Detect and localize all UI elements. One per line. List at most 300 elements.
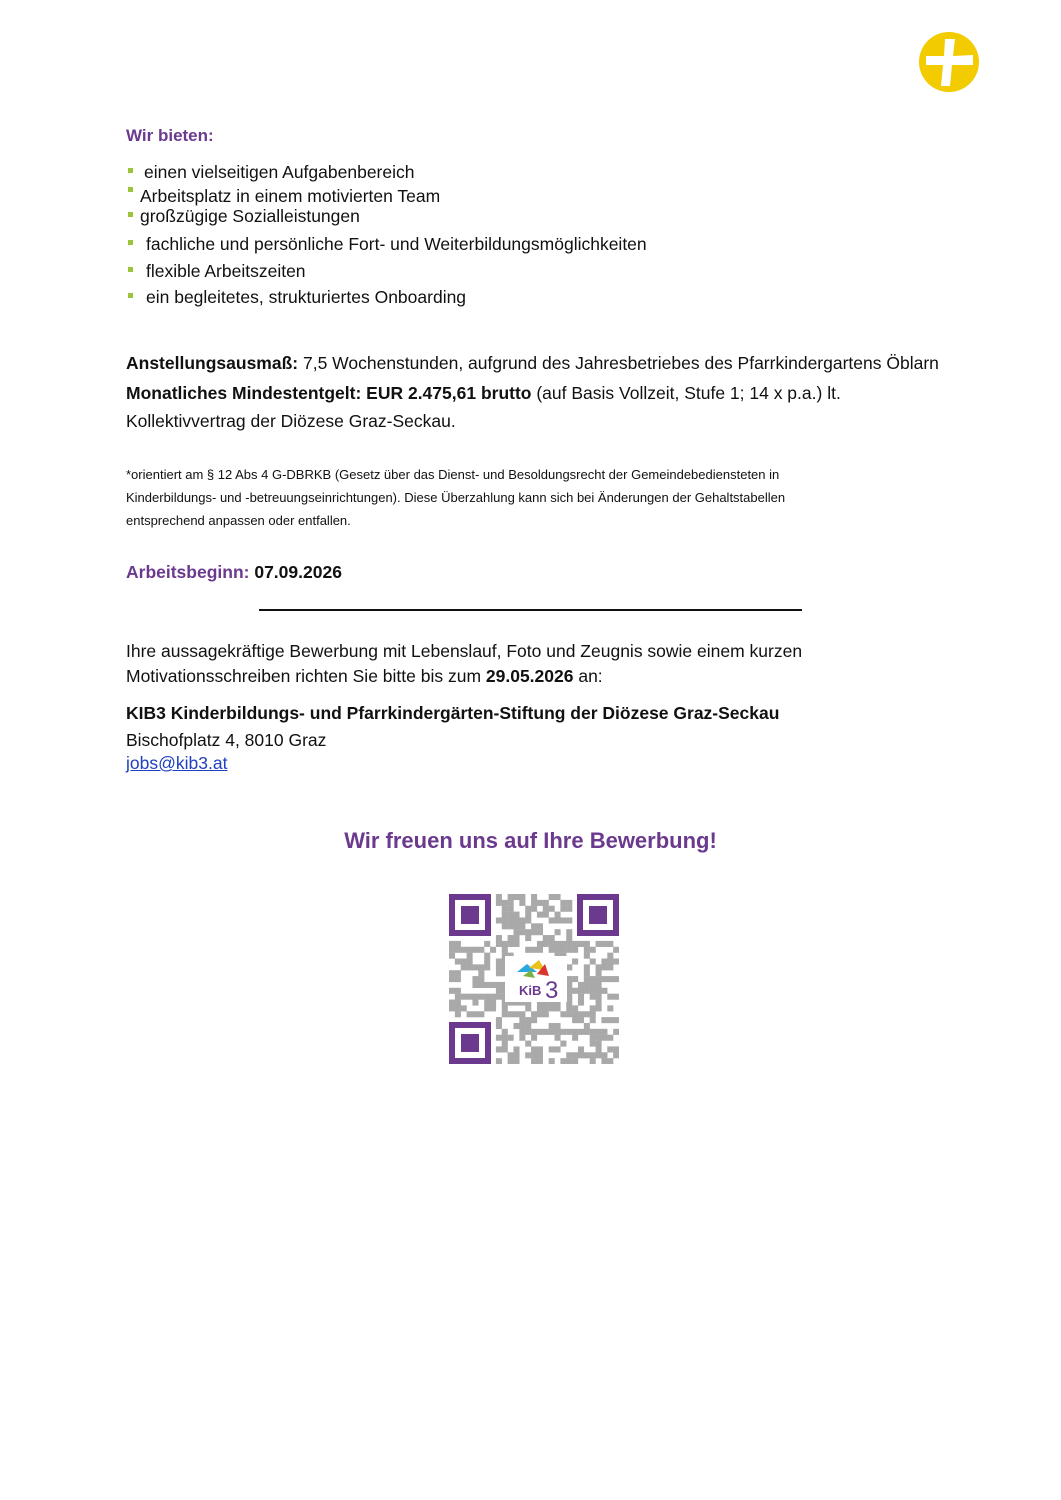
qr-module (596, 1046, 602, 1052)
qr-module (590, 1058, 596, 1064)
qr-module (572, 1005, 578, 1011)
qr-module (607, 1035, 613, 1041)
qr-module (484, 953, 490, 959)
start-date: Arbeitsbeginn: 07.09.2026 (126, 562, 342, 582)
qr-module (572, 958, 578, 964)
qr-module (484, 1005, 490, 1011)
qr-module (455, 958, 461, 964)
qr-module (484, 958, 490, 964)
qr-module (490, 994, 496, 1000)
qr-module (537, 929, 543, 935)
qr-module (584, 1023, 590, 1029)
qr-module (572, 1017, 578, 1023)
qr-module (560, 1041, 566, 1047)
qr-module (543, 912, 549, 918)
closing-line: Wir freuen uns auf Ihre Bewerbung! (344, 828, 717, 853)
qr-module (566, 917, 572, 923)
qr-module (496, 1023, 502, 1029)
qr-module (578, 941, 584, 947)
qr-module (543, 1005, 549, 1011)
bullet-square-icon (128, 240, 133, 245)
org-address: Bischofplatz 4, 8010 Graz (126, 730, 327, 750)
qr-module (502, 941, 508, 947)
qr-module (566, 1029, 572, 1035)
qr-module (472, 964, 478, 970)
qr-module (449, 941, 455, 947)
qr-module (525, 947, 531, 953)
qr-module (496, 982, 502, 988)
qr-module (543, 935, 549, 941)
qr-module (513, 1011, 519, 1017)
qr-module (472, 982, 478, 988)
qr-module (531, 947, 537, 953)
qr-module (502, 1011, 508, 1017)
qr-module (584, 1011, 590, 1017)
qr-module (596, 988, 602, 994)
offer-heading: Wir bieten: (126, 126, 214, 145)
qr-module (572, 1029, 578, 1035)
qr-module (525, 1023, 531, 1029)
qr-module (566, 941, 572, 947)
qr-module (566, 906, 572, 912)
qr-module (566, 982, 572, 988)
qr-module (607, 1005, 613, 1011)
qr-module (472, 994, 478, 1000)
qr-module (531, 1011, 537, 1017)
qr-module (531, 1046, 537, 1052)
qr-module (555, 894, 561, 900)
qr-module (496, 994, 502, 1000)
qr-module (513, 917, 519, 923)
qr-module (549, 917, 555, 923)
qr-module (525, 1052, 531, 1058)
footnote-line: *orientiert am § 12 Abs 4 G-DBRKB (Gesetz über das Dienst- und Besoldungsrecht der Gemeindebediensteten in (126, 467, 780, 482)
qr-module (590, 976, 596, 982)
qr-module (596, 1035, 602, 1041)
qr-module (508, 923, 514, 929)
qr-module (537, 900, 543, 906)
qr-module (607, 941, 613, 947)
qr-logo-text: KiB (519, 983, 542, 998)
qr-module (513, 1052, 519, 1058)
qr-module (513, 912, 519, 918)
divider (259, 609, 802, 611)
qr-module (596, 1000, 602, 1006)
qr-module (519, 917, 525, 923)
qr-module (455, 976, 461, 982)
qr-module (537, 941, 543, 947)
qr-module (478, 970, 484, 976)
qr-module (537, 1046, 543, 1052)
qr-module (525, 929, 531, 935)
qr-module (478, 1011, 484, 1017)
qr-module (560, 1029, 566, 1035)
qr-module (584, 1052, 590, 1058)
qr-module (455, 970, 461, 976)
qr-module (613, 1046, 619, 1052)
bullet-square-icon (128, 212, 133, 217)
cross-circle-logo (918, 31, 980, 93)
qr-module (484, 982, 490, 988)
qr-module (461, 947, 467, 953)
qr-module (508, 1052, 514, 1058)
bullet-square-icon (128, 187, 133, 192)
qr-module (496, 917, 502, 923)
qr-module (502, 1035, 508, 1041)
qr-module (566, 1058, 572, 1064)
qr-module (578, 994, 584, 1000)
qr-module (596, 970, 602, 976)
qr-module (513, 923, 519, 929)
qr-module (555, 917, 561, 923)
qr-module (596, 941, 602, 947)
qr-module (590, 958, 596, 964)
qr-module (601, 976, 607, 982)
qr-module (490, 1000, 496, 1006)
qr-module (572, 1011, 578, 1017)
employment-salary-contract: Kollektivvertrag der Diözese Graz-Seckau. (126, 411, 456, 431)
qr-module (584, 970, 590, 976)
qr-module (449, 1005, 455, 1011)
qr-module (455, 1000, 461, 1006)
qr-logo-number: 3 (545, 977, 559, 1004)
qr-module (584, 1029, 590, 1035)
qr-module (496, 1017, 502, 1023)
bullet-square-icon (128, 168, 133, 173)
qr-module (613, 994, 619, 1000)
qr-module (601, 988, 607, 994)
employment-salary: Monatliches Mindestentgelt: EUR 2.475,61 brutto (auf Basis Vollzeit, Stufe 1; 14 x p.a.) lt. (126, 383, 841, 403)
qr-module (449, 970, 455, 976)
qr-module (461, 994, 467, 1000)
qr-module (508, 906, 514, 912)
qr-module (484, 1000, 490, 1006)
qr-module (601, 1017, 607, 1023)
qr-module (555, 1005, 561, 1011)
qr-module (549, 1029, 555, 1035)
qr-module (549, 1046, 555, 1052)
qr-module (596, 1005, 602, 1011)
qr-module (549, 906, 555, 912)
qr-module (566, 900, 572, 906)
qr-module (478, 976, 484, 982)
qr-module (478, 994, 484, 1000)
qr-module (560, 1011, 566, 1017)
qr-module (496, 1035, 502, 1041)
qr-module (490, 982, 496, 988)
qr-module (519, 1023, 525, 1029)
qr-module (590, 1029, 596, 1035)
qr-module (590, 982, 596, 988)
qr-module (566, 976, 572, 982)
qr-module (472, 1011, 478, 1017)
qr-module (549, 1023, 555, 1029)
qr-module (549, 894, 555, 900)
qr-module (607, 953, 613, 959)
qr-module (502, 947, 508, 953)
qr-module (519, 900, 525, 906)
qr-module (578, 1017, 584, 1023)
qr-module (555, 929, 561, 935)
qr-module (467, 994, 473, 1000)
qr-module (549, 941, 555, 947)
qr-module (502, 1041, 508, 1047)
qr-module (572, 976, 578, 982)
qr-module (566, 929, 572, 935)
qr-module (596, 1041, 602, 1047)
qr-module (601, 1058, 607, 1064)
qr-module (490, 947, 496, 953)
qr-module (467, 1011, 473, 1017)
qr-module (455, 1011, 461, 1017)
qr-module (596, 1052, 602, 1058)
qr-module (478, 947, 484, 953)
qr-module (590, 947, 596, 953)
qr-module (496, 964, 502, 970)
qr-module (572, 1035, 578, 1041)
qr-module (508, 912, 514, 918)
qr-module (508, 900, 514, 906)
qr-module (566, 988, 572, 994)
qr-module (584, 941, 590, 947)
qr-module (537, 1011, 543, 1017)
qr-module (560, 906, 566, 912)
qr-module (590, 988, 596, 994)
qr-module (502, 1029, 508, 1035)
qr-module (461, 1005, 467, 1011)
qr-module (525, 935, 531, 941)
qr-module (560, 1058, 566, 1064)
qr-module (455, 988, 461, 994)
qr-module (531, 894, 537, 900)
qr-module (525, 917, 531, 923)
qr-module (525, 906, 531, 912)
qr-module (513, 929, 519, 935)
qr-module (502, 1005, 508, 1011)
email-link[interactable]: jobs@kib3.at (126, 753, 228, 773)
qr-module (578, 982, 584, 988)
qr-module (531, 1052, 537, 1058)
qr-module (508, 935, 514, 941)
qr-module (496, 970, 502, 976)
application-text-deadline: Motivationsschreiben richten Sie bitte bis zum 29.05.2026 an: (126, 666, 603, 686)
qr-module (572, 1052, 578, 1058)
qr-module (502, 917, 508, 923)
qr-module (590, 1005, 596, 1011)
qr-module (537, 1029, 543, 1035)
bullet-square-icon (128, 267, 133, 272)
qr-module (590, 1017, 596, 1023)
qr-module (584, 982, 590, 988)
qr-module (496, 900, 502, 906)
qr-module (455, 947, 461, 953)
qr-module (508, 917, 514, 923)
qr-module (484, 964, 490, 970)
qr-module (467, 958, 473, 964)
qr-module (513, 894, 519, 900)
qr-module (590, 1035, 596, 1041)
qr-module (613, 947, 619, 953)
qr-module (607, 994, 613, 1000)
qr-module (496, 941, 502, 947)
qr-module (537, 947, 543, 953)
qr-module (502, 900, 508, 906)
qr-module (566, 935, 572, 941)
qr-module (496, 1046, 502, 1052)
qr-module (531, 1017, 537, 1023)
qr-module (543, 1011, 549, 1017)
qr-module (484, 994, 490, 1000)
qr-module (513, 1046, 519, 1052)
qr-module (496, 988, 502, 994)
qr-module (607, 1017, 613, 1023)
qr-module (584, 953, 590, 959)
qr-module (543, 941, 549, 947)
footnote-line: Kinderbildungs- und -betreuungseinrichtungen). Diese Überzahlung kann sich bei Änderungen der Gehaltstabellen (126, 490, 786, 505)
qr-module (590, 1011, 596, 1017)
qr-module (531, 1035, 537, 1041)
qr-module (513, 935, 519, 941)
qr-module (537, 1005, 543, 1011)
qr-module (449, 988, 455, 994)
qr-module (449, 976, 455, 982)
qr-module (543, 906, 549, 912)
qr-code-icon (449, 894, 619, 1064)
qr-module (461, 958, 467, 964)
qr-module (467, 953, 473, 959)
qr-module (555, 1046, 561, 1052)
qr-module (601, 1052, 607, 1058)
qr-module (531, 906, 537, 912)
qr-module (449, 1000, 455, 1006)
qr-module (549, 1005, 555, 1011)
qr-module (607, 1058, 613, 1064)
qr-module (449, 947, 455, 953)
qr-module (549, 947, 555, 953)
qr-module (613, 1052, 619, 1058)
qr-module (572, 988, 578, 994)
qr-module (519, 1017, 525, 1023)
qr-module (555, 912, 561, 918)
qr-module (566, 1011, 572, 1017)
qr-module (566, 1052, 572, 1058)
qr-module (508, 1011, 514, 1017)
qr-module (584, 964, 590, 970)
qr-module (502, 912, 508, 918)
qr-module (572, 941, 578, 947)
qr-module (519, 923, 525, 929)
qr-module (578, 1052, 584, 1058)
qr-module (613, 976, 619, 982)
qr-module (578, 1029, 584, 1035)
qr-module (537, 1058, 543, 1064)
qr-module (508, 894, 514, 900)
qr-module (472, 976, 478, 982)
qr-module (478, 964, 484, 970)
footnote-line: entsprechend anpassen oder entfallen. (126, 513, 351, 528)
qr-module (566, 947, 572, 953)
qr-module (584, 988, 590, 994)
qr-module (496, 894, 502, 900)
qr-module (531, 900, 537, 906)
qr-module (555, 947, 561, 953)
qr-module (537, 923, 543, 929)
qr-module (572, 1058, 578, 1064)
qr-module (560, 941, 566, 947)
qr-module (596, 994, 602, 1000)
qr-module (578, 1000, 584, 1006)
qr-module (496, 1058, 502, 1064)
qr-module (549, 1058, 555, 1064)
qr-module (484, 941, 490, 947)
qr-module (601, 964, 607, 970)
qr-module (572, 947, 578, 953)
qr-module (467, 964, 473, 970)
qr-module (566, 1000, 572, 1006)
qr-module (455, 994, 461, 1000)
qr-module (560, 947, 566, 953)
qr-module (590, 994, 596, 1000)
qr-module (449, 953, 455, 959)
qr-module (596, 1029, 602, 1035)
bullet-square-icon (128, 293, 133, 298)
qr-module (513, 1023, 519, 1029)
employment-scope: Anstellungsausmaß: 7,5 Wochenstunden, aufgrund des Jahresbetriebes des Pfarrkindergartens Öblarn (126, 353, 939, 373)
qr-module (584, 947, 590, 953)
qr-module (502, 1046, 508, 1052)
qr-module (613, 958, 619, 964)
qr-module (596, 982, 602, 988)
qr-module (455, 941, 461, 947)
qr-module (607, 976, 613, 982)
qr-module (525, 1017, 531, 1023)
qr-module (531, 1029, 537, 1035)
qr-module (537, 1052, 543, 1058)
qr-module (578, 1011, 584, 1017)
qr-module (543, 1029, 549, 1035)
qr-module (560, 900, 566, 906)
application-text: Ihre aussagekräftige Bewerbung mit Lebenslauf, Foto und Zeugnis sowie einem kurzen (126, 641, 803, 661)
qr-module (531, 1058, 537, 1064)
qr-module (607, 958, 613, 964)
qr-module (455, 1005, 461, 1011)
qr-module (531, 929, 537, 935)
qr-module (560, 917, 566, 923)
qr-module (502, 906, 508, 912)
qr-module (596, 976, 602, 982)
qr-module (607, 964, 613, 970)
qr-module (525, 1005, 531, 1011)
qr-module (578, 1046, 584, 1052)
qr-module (519, 1035, 525, 1041)
qr-module (519, 1011, 525, 1017)
qr-module (578, 988, 584, 994)
qr-module (590, 1052, 596, 1058)
qr-module (555, 1035, 561, 1041)
qr-module (525, 912, 531, 918)
qr-module (566, 964, 572, 970)
qr-module (508, 1058, 514, 1064)
qr-module (478, 982, 484, 988)
qr-module (613, 1029, 619, 1035)
qr-module (513, 1058, 519, 1064)
qr-module (543, 900, 549, 906)
qr-module (472, 1000, 478, 1006)
qr-module (566, 1005, 572, 1011)
qr-module (601, 1029, 607, 1035)
org-name: KIB3 Kinderbildungs- und Pfarrkindergärten-Stiftung der Diözese Graz-Seckau (126, 703, 780, 723)
qr-module (596, 964, 602, 970)
